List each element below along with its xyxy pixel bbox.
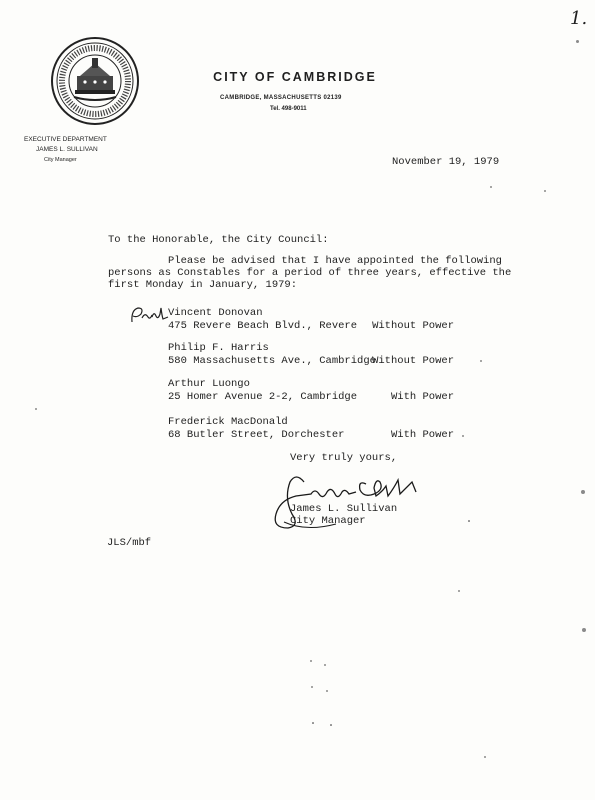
city-name: CITY OF CAMBRIDGE	[213, 70, 377, 84]
signer-title: City Manager	[290, 515, 366, 527]
scan-speck	[330, 724, 332, 726]
body-line: persons as Constables for a period of three years, effective the	[108, 267, 512, 279]
appointee-power: Without Power	[372, 355, 454, 367]
body-line: first Monday in January, 1979:	[108, 279, 298, 291]
scan-speck	[310, 660, 312, 662]
handwritten-note-icon	[128, 304, 170, 326]
scan-speck	[581, 490, 585, 494]
salutation: To the Honorable, the City Council:	[108, 234, 329, 246]
scan-speck	[462, 435, 464, 437]
official-name: JAMES L. SULLIVAN	[36, 146, 98, 153]
official-title: City Manager	[44, 157, 77, 163]
appointee-name: Vincent Donovan	[168, 307, 263, 319]
city-telephone: Tel. 498-9011	[270, 106, 307, 112]
scan-speck	[480, 360, 482, 362]
body-line: Please be advised that I have appointed the following	[168, 255, 502, 267]
appointee-address: 25 Homer Avenue 2-2, Cambridge	[168, 391, 358, 403]
scan-speck	[458, 590, 460, 592]
scan-speck	[576, 40, 579, 43]
scan-speck	[311, 686, 313, 688]
scan-speck	[484, 756, 486, 758]
typist-initials: JLS/mbf	[107, 537, 152, 549]
appointee-address: 68 Butler Street, Dorchester	[168, 429, 345, 441]
appointee-power: With Power	[390, 391, 454, 403]
scan-speck	[490, 186, 492, 188]
city-seal-icon	[50, 36, 140, 126]
scan-speck	[468, 520, 470, 522]
appointee-name: Philip F. Harris	[168, 342, 269, 354]
scan-speck	[35, 408, 37, 410]
appointee-address: 580 Massachusetts Ave., Cambridge	[168, 355, 376, 367]
scan-speck	[326, 690, 328, 692]
appointee-address: 475 Revere Beach Blvd., Revere	[168, 320, 358, 332]
appointee-name: Frederick MacDonald	[168, 416, 288, 428]
signer-name: James L. Sullivan	[290, 503, 398, 515]
scan-speck	[582, 628, 586, 632]
department-label: EXECUTIVE DEPARTMENT	[24, 136, 107, 143]
appointee-power: With Power	[390, 429, 454, 441]
closing: Very truly yours,	[290, 452, 398, 464]
scan-speck	[324, 664, 326, 666]
city-address: CAMBRIDGE, MASSACHUSETTS 02139	[220, 95, 342, 101]
page-mark: 1.	[570, 8, 588, 29]
appointee-name: Arthur Luongo	[168, 378, 250, 390]
scan-speck	[544, 190, 546, 192]
scan-speck	[312, 722, 314, 724]
letter-date: November 19, 1979	[392, 156, 500, 168]
appointee-power: Without Power	[372, 320, 454, 332]
